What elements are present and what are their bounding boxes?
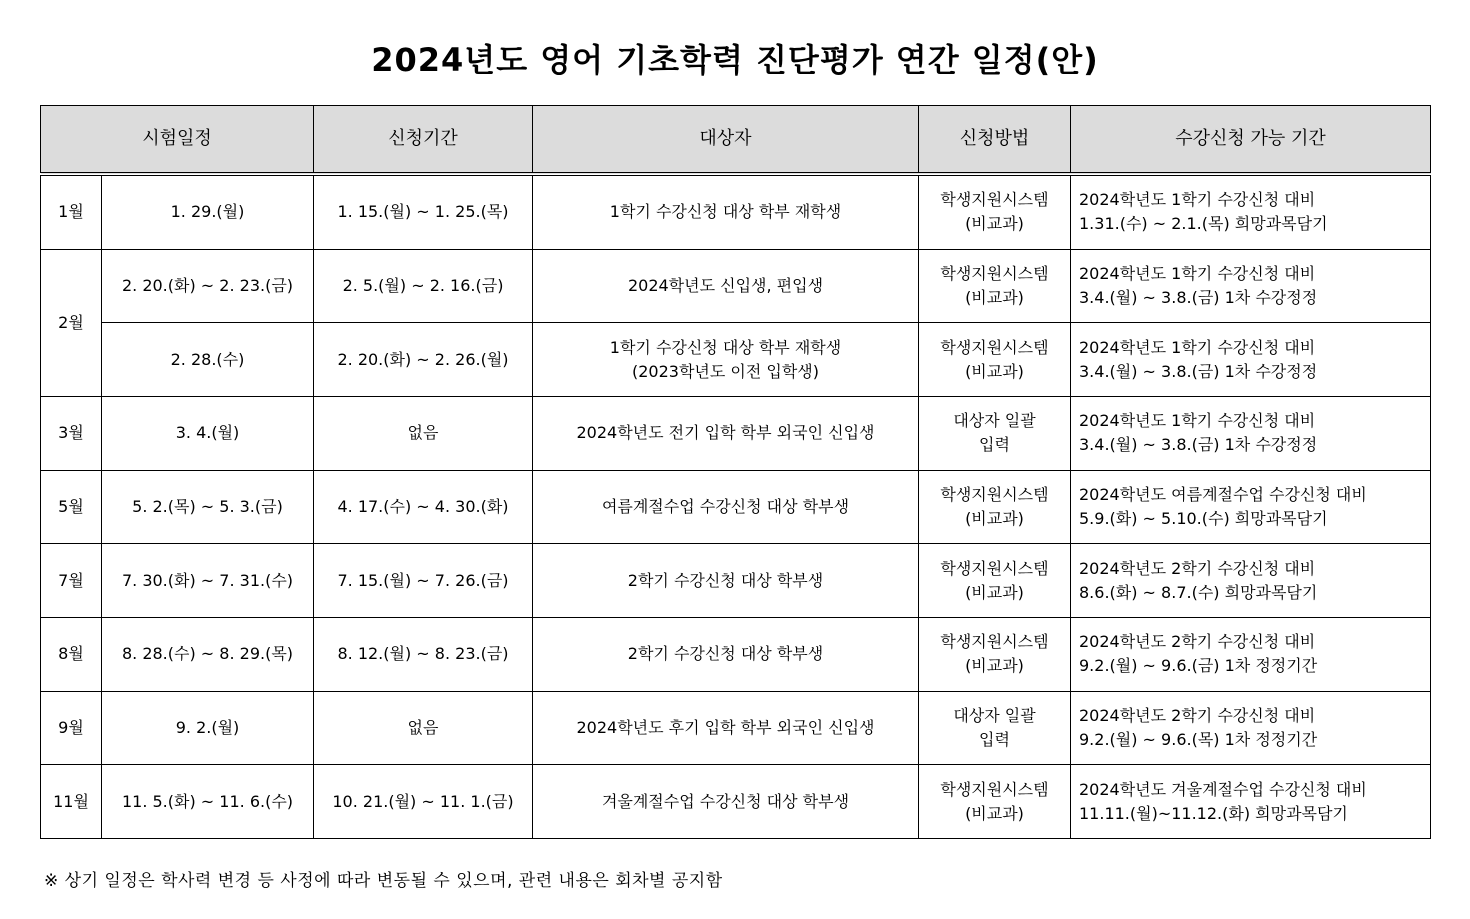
exam-date-cell: 2. 28.(수): [102, 323, 314, 397]
method-cell: 학생지원시스템 (비교과): [919, 544, 1071, 618]
target-cell: 겨울계절수업 수강신청 대상 학부생: [533, 765, 919, 839]
apply-period-cell: 8. 12.(월) ~ 8. 23.(금): [314, 617, 533, 691]
page-title: 2024년도 영어 기초학력 진단평가 연간 일정(안): [371, 41, 1099, 79]
target-cell: 1학기 수강신청 대상 학부 재학생 (2023학년도 이전 입학생): [533, 323, 919, 397]
exam-date-cell: 3. 4.(월): [102, 396, 314, 470]
exam-date-cell: 11. 5.(화) ~ 11. 6.(수): [102, 765, 314, 839]
target-cell: 1학기 수강신청 대상 학부 재학생: [533, 174, 919, 249]
apply-period-cell: 7. 15.(월) ~ 7. 26.(금): [314, 544, 533, 618]
target-cell: 2학기 수강신청 대상 학부생: [533, 617, 919, 691]
method-cell: 학생지원시스템 (비교과): [919, 323, 1071, 397]
table-row: [41, 765, 1431, 839]
table-row: [41, 249, 1431, 323]
month-cell: 1월: [41, 174, 102, 249]
course-period-cell: 2024학년도 여름계절수업 수강신청 대비 5.9.(화) ~ 5.10.(수) 희망과목담기: [1071, 470, 1431, 544]
schedule-table: [40, 105, 1431, 839]
target-cell: 2024학년도 후기 입학 학부 외국인 신입생: [533, 691, 919, 765]
course-period-cell: 2024학년도 1학기 수강신청 대비 3.4.(월) ~ 3.8.(금) 1차 수강정정: [1071, 396, 1431, 470]
month-cell: 3월: [41, 396, 102, 470]
method-cell: 대상자 일괄 입력: [919, 396, 1071, 470]
month-cell: 5월: [41, 470, 102, 544]
target-cell: 2024학년도 신입생, 편입생: [533, 249, 919, 323]
month-cell: 7월: [41, 544, 102, 618]
table-row: [41, 691, 1431, 765]
course-period-cell: 2024학년도 2학기 수강신청 대비 9.2.(월) ~ 9.6.(목) 1차 정정기간: [1071, 691, 1431, 765]
method-cell: 학생지원시스템 (비교과): [919, 249, 1071, 323]
header-course-period: 수강신청 가능 기간: [1071, 106, 1431, 175]
apply-period-cell: 1. 15.(월) ~ 1. 25.(목): [314, 174, 533, 249]
method-cell: 대상자 일괄 입력: [919, 691, 1071, 765]
table-row: [41, 470, 1431, 544]
month-cell: 11월: [41, 765, 102, 839]
apply-period-cell: 4. 17.(수) ~ 4. 30.(화): [314, 470, 533, 544]
table-header-row: [41, 106, 1431, 175]
exam-date-cell: 5. 2.(목) ~ 5. 3.(금): [102, 470, 314, 544]
method-cell: 학생지원시스템 (비교과): [919, 617, 1071, 691]
course-period-cell: 2024학년도 1학기 수강신청 대비 3.4.(월) ~ 3.8.(금) 1차 수강정정: [1071, 323, 1431, 397]
apply-period-cell: 2. 20.(화) ~ 2. 26.(월): [314, 323, 533, 397]
footnote: ※ 상기 일정은 학사력 변경 등 사정에 따라 변동될 수 있으며, 관련 내용은 회차별 공지함: [44, 871, 723, 891]
exam-date-cell: 9. 2.(월): [102, 691, 314, 765]
course-period-cell: 2024학년도 2학기 수강신청 대비 8.6.(화) ~ 8.7.(수) 희망과목담기: [1071, 544, 1431, 618]
month-cell: 9월: [41, 691, 102, 765]
apply-period-cell: 10. 21.(월) ~ 11. 1.(금): [314, 765, 533, 839]
course-period-cell: 2024학년도 2학기 수강신청 대비 9.2.(월) ~ 9.6.(금) 1차 정정기간: [1071, 617, 1431, 691]
apply-period-cell: 2. 5.(월) ~ 2. 16.(금): [314, 249, 533, 323]
apply-period-cell: 없음: [314, 396, 533, 470]
header-method: 신청방법: [919, 106, 1071, 175]
exam-date-cell: 8. 28.(수) ~ 8. 29.(목): [102, 617, 314, 691]
target-cell: 2학기 수강신청 대상 학부생: [533, 544, 919, 618]
header-target: 대상자: [533, 106, 919, 175]
table-row: [41, 396, 1431, 470]
month-cell: 8월: [41, 617, 102, 691]
table-row: [41, 323, 1431, 397]
exam-date-cell: 2. 20.(화) ~ 2. 23.(금): [102, 249, 314, 323]
apply-period-cell: 없음: [314, 691, 533, 765]
header-apply-period: 신청기간: [314, 106, 533, 175]
month-cell: 2월: [41, 249, 102, 396]
method-cell: 학생지원시스템 (비교과): [919, 765, 1071, 839]
course-period-cell: 2024학년도 1학기 수강신청 대비 1.31.(수) ~ 2.1.(목) 희망과목담기: [1071, 174, 1431, 249]
target-cell: 여름계절수업 수강신청 대상 학부생: [533, 470, 919, 544]
table-row: [41, 174, 1431, 249]
exam-date-cell: 1. 29.(월): [102, 174, 314, 249]
method-cell: 학생지원시스템 (비교과): [919, 174, 1071, 249]
table-row: [41, 544, 1431, 618]
course-period-cell: 2024학년도 겨울계절수업 수강신청 대비 11.11.(월)~11.12.(화) 희망과목담기: [1071, 765, 1431, 839]
course-period-cell: 2024학년도 1학기 수강신청 대비 3.4.(월) ~ 3.8.(금) 1차 수강정정: [1071, 249, 1431, 323]
target-cell: 2024학년도 전기 입학 학부 외국인 신입생: [533, 396, 919, 470]
header-exam-date: 시험일정: [41, 106, 314, 175]
exam-date-cell: 7. 30.(화) ~ 7. 31.(수): [102, 544, 314, 618]
table-row: [41, 617, 1431, 691]
method-cell: 학생지원시스템 (비교과): [919, 470, 1071, 544]
